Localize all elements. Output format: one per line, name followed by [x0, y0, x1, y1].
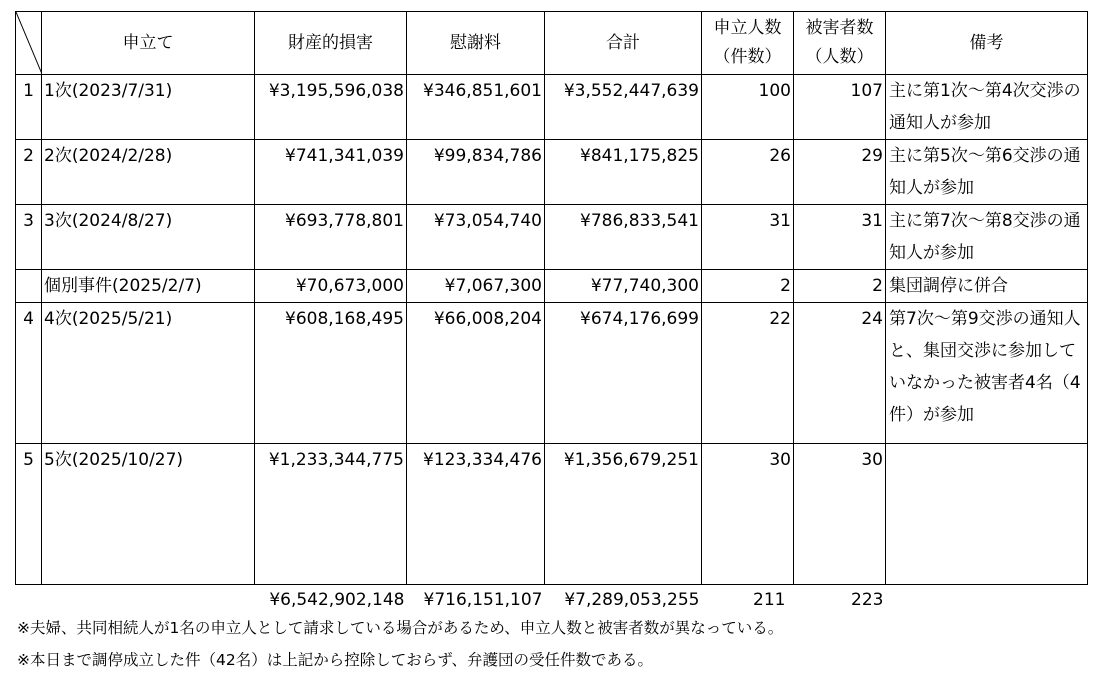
- total-cell: ¥841,175,825: [545, 140, 702, 205]
- total-cell: ¥3,552,447,639: [545, 75, 702, 140]
- header-victims: 被害者数（人数）: [794, 12, 886, 75]
- applicants-cell: 100: [702, 75, 794, 140]
- total-cell: ¥77,740,300: [545, 270, 702, 303]
- filing-cell: 個別事件(2025/2/7): [42, 270, 255, 303]
- notes-cell: 主に第1次～第4次交渉の通知人が参加: [886, 75, 1088, 140]
- total-sum: ¥7,289,053,255: [545, 585, 702, 616]
- row-index: [16, 270, 42, 303]
- total-cell: ¥674,176,699: [545, 303, 702, 444]
- total-applicants: 211: [702, 585, 794, 616]
- settlement-table-sheet: [15, 11, 1088, 615]
- property-cell: ¥741,341,039: [255, 140, 407, 205]
- header-filing: 申立て: [42, 12, 255, 75]
- totals-row: [16, 585, 1088, 616]
- victims-cell: 2: [794, 270, 886, 303]
- property-cell: ¥693,778,801: [255, 205, 407, 270]
- header-row: [16, 12, 1088, 75]
- victims-cell: 107: [794, 75, 886, 140]
- table-row: [16, 205, 1088, 270]
- notes-cell: 主に第7次～第8交渉の通知人が参加: [886, 205, 1088, 270]
- notes-cell: [886, 444, 1088, 585]
- property-cell: ¥1,233,344,775: [255, 444, 407, 585]
- filing-cell: 4次(2025/5/21): [42, 303, 255, 444]
- header-notes: 備考: [886, 12, 1088, 75]
- table-row: [16, 270, 1088, 303]
- total-victims: 223: [794, 585, 886, 616]
- victims-cell: 24: [794, 303, 886, 444]
- consolation-cell: ¥99,834,786: [407, 140, 545, 205]
- table-row: [16, 140, 1088, 205]
- row-index: 3: [16, 205, 42, 270]
- total-cell: ¥1,356,679,251: [545, 444, 702, 585]
- victims-cell: 31: [794, 205, 886, 270]
- row-index: 5: [16, 444, 42, 585]
- property-cell: ¥608,168,495: [255, 303, 407, 444]
- header-total: 合計: [545, 12, 702, 75]
- table-row: [16, 303, 1088, 444]
- applicants-cell: 30: [702, 444, 794, 585]
- row-index: 1: [16, 75, 42, 140]
- applicants-cell: 31: [702, 205, 794, 270]
- applicants-cell: 26: [702, 140, 794, 205]
- total-cell: ¥786,833,541: [545, 205, 702, 270]
- settlement-table: [15, 11, 1088, 615]
- victims-cell: 29: [794, 140, 886, 205]
- filing-cell: 2次(2024/2/28): [42, 140, 255, 205]
- header-property-damage: 財産的損害: [255, 12, 407, 75]
- totals-spacer: [42, 585, 255, 616]
- applicants-cell: 2: [702, 270, 794, 303]
- header-applicants: 申立人数（件数）: [702, 12, 794, 75]
- consolation-cell: ¥346,851,601: [407, 75, 545, 140]
- notes-cell: 集団調停に併合: [886, 270, 1088, 303]
- totals-spacer: [16, 585, 42, 616]
- consolation-cell: ¥7,067,300: [407, 270, 545, 303]
- footnote-mediation: ※本日まで調停成立した件（42名）は上記から控除しておらず、弁護団の受任件数である。: [17, 651, 653, 669]
- header-consolation: 慰謝料: [407, 12, 545, 75]
- consolation-cell: ¥73,054,740: [407, 205, 545, 270]
- row-index: 4: [16, 303, 42, 444]
- applicants-cell: 22: [702, 303, 794, 444]
- filing-cell: 5次(2025/10/27): [42, 444, 255, 585]
- filing-cell: 3次(2024/8/27): [42, 205, 255, 270]
- row-index: 2: [16, 140, 42, 205]
- victims-cell: 30: [794, 444, 886, 585]
- diagonal-corner-cell: [16, 12, 42, 75]
- total-property: ¥6,542,902,148: [255, 585, 407, 616]
- property-cell: ¥70,673,000: [255, 270, 407, 303]
- notes-cell: 主に第5次～第6交渉の通知人が参加: [886, 140, 1088, 205]
- totals-spacer: [886, 585, 1088, 616]
- consolation-cell: ¥66,008,204: [407, 303, 545, 444]
- table-row: [16, 75, 1088, 140]
- table-row: [16, 444, 1088, 585]
- total-consolation: ¥716,151,107: [407, 585, 545, 616]
- property-cell: ¥3,195,596,038: [255, 75, 407, 140]
- notes-cell: 第7次～第9交渉の通知人と、集団交渉に参加していなかった被害者4名（4件）が参加: [886, 303, 1088, 444]
- filing-cell: 1次(2023/7/31): [42, 75, 255, 140]
- footnote-applicant-count: ※夫婦、共同相続人が1名の申立人として請求している場合があるため、申立人数と被害者数が異なっている。: [17, 619, 784, 637]
- diagonal-line-icon: [16, 12, 42, 74]
- consolation-cell: ¥123,334,476: [407, 444, 545, 585]
